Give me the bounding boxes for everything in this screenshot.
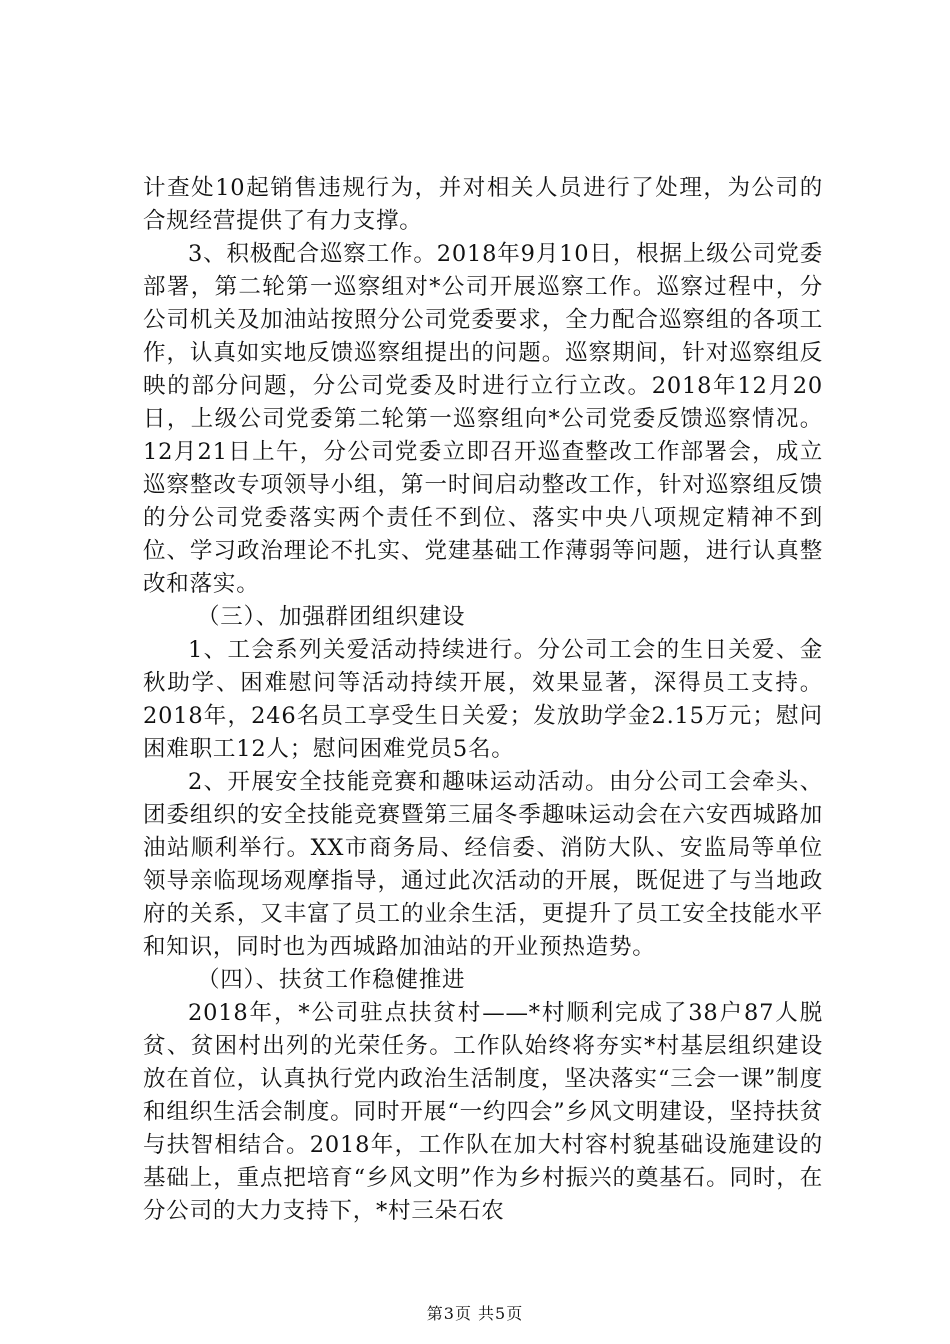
- section-heading-4: （四）、扶贫工作稳健推进: [197, 967, 466, 993]
- paragraph-safety-competition: 2、开展安全技能竞赛和趣味运动活动。由分公司工会牵头、团委组织的安全技能竞赛暨第三届冬季趣味运动会在六安西城路加油站顺利举行。XX市商务局、经信委、消防大队、安监局等单位领导亲临现场观摩指导，通过此次活动的开展，既促进了与当地政府的关系，又丰富了员工的业余生活，更提升了员工安全技能水平和知识，同时也为西城路加油站的开业预热造势。: [143, 769, 823, 960]
- paragraph-union-care: 1、工会系列关爱活动持续进行。分公司工会的生日关爱、金秋助学、困难慰问等活动持续开展，效果显著，深得员工支持。2018年，246名员工享受生日关爱；发放助学金2.15万元；慰问困难职工12人；慰问困难党员5名。: [143, 637, 823, 762]
- paragraph-inspection: 3、积极配合巡察工作。2018年9月10日，根据上级公司党委部署，第二轮第一巡察组对*公司开展巡察工作。巡察过程中，分公司机关及加油站按照分公司党委要求，全力配合巡察组的各项工作，认真如实地反馈巡察组提出的问题。巡察期间，针对巡察组反映的部分问题，分公司党委及时进行立行立改。2018年12月20日，上级公司党委第二轮第一巡察组向*公司党委反馈巡察情况。12月21日上午，分公司党委立即召开巡查整改工作部署会，成立巡察整改专项领导小组，第一时间启动整改工作，针对巡察组反馈的分公司党委落实两个责任不到位、落实中央八项规定精神不到位、学习政治理论不扎实、党建基础工作薄弱等问题，进行认真整改和落实。: [143, 241, 823, 597]
- paragraph-continuation: 计查处10起销售违规行为，并对相关人员进行了处理，为公司的合规经营提供了有力支撑。: [143, 175, 823, 234]
- page-footer: 第3页 共5页: [426, 1304, 524, 1323]
- paragraph-poverty-alleviation: 2018年，*公司驻点扶贫村——*村顺利完成了38户87人脱贫、贫困村出列的光荣任务。工作队始终将夯实*村基层组织建设放在首位，认真执行党内政治生活制度，坚决落实“三会一课”制度和组织生活会制度。同时开展“一约四会”乡风文明建设，坚持扶贫与扶智相结合。2018年，工作队在加大村容村貌基础设施建设的基础上，重点把培育“乡风文明”作为乡村振兴的奠基石。同时，在分公司的大力支持下，*村三朵石农: [143, 1000, 823, 1224]
- section-heading-3: （三）、加强群团组织建设: [197, 604, 466, 630]
- body-text: [143, 172, 823, 1228]
